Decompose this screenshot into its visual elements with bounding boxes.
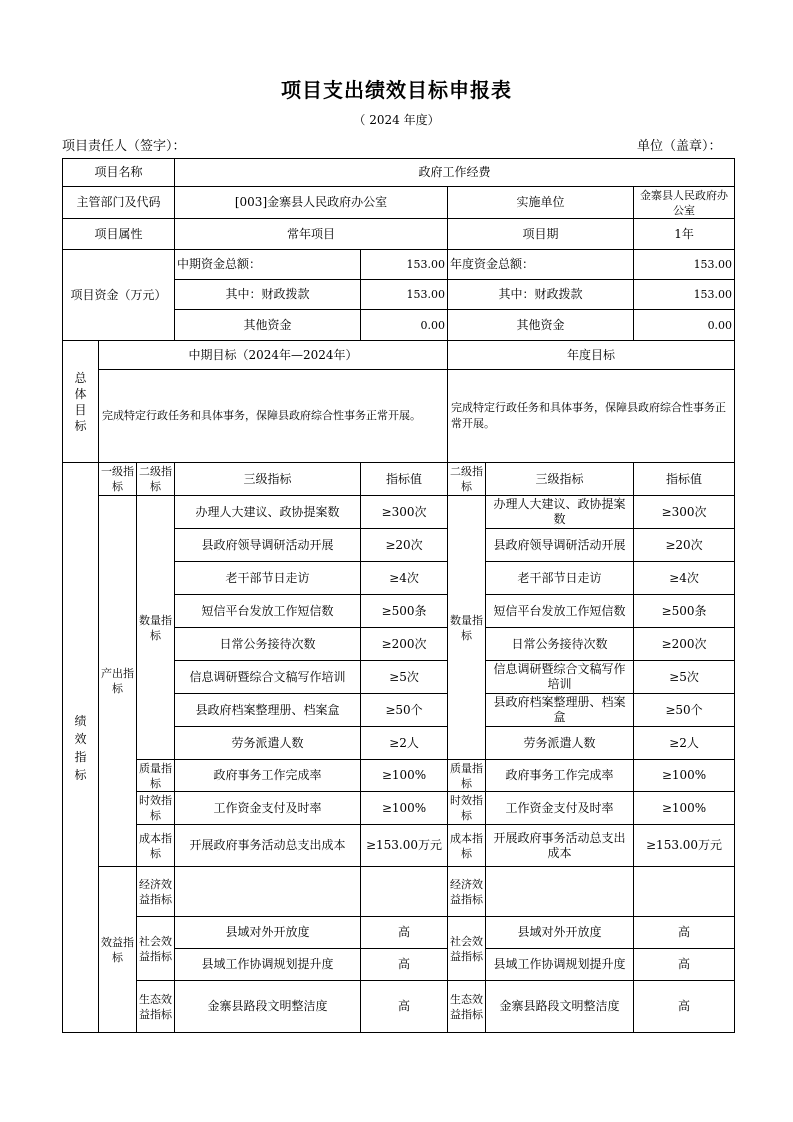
year-label: （ 2024 年度） bbox=[353, 113, 440, 127]
q-name-year-5: 信息调研暨综合文稿写作培训 bbox=[486, 661, 634, 694]
table-row bbox=[63, 981, 735, 1033]
row-goals-text bbox=[63, 370, 735, 463]
social-label-year: 社会效益指标 bbox=[448, 917, 486, 981]
q-name-mid-3: 短信平台发放工作短信数 bbox=[175, 595, 361, 628]
quantity-label-year: 数量指标 bbox=[448, 496, 486, 760]
quality-label-mid: 质量指标 bbox=[137, 760, 175, 792]
q-name-mid-6: 县政府档案整理册、档案盒 bbox=[175, 694, 361, 727]
benefit-indicators-label: 效益指标 bbox=[99, 867, 137, 1033]
q-name-year-6: 县政府档案整理册、档案盒 bbox=[486, 694, 634, 727]
impl-value: 金寨县人民政府办公室 bbox=[634, 187, 735, 219]
q-value-mid-7: ≥2人 bbox=[361, 727, 448, 760]
mid-total-value: 153.00 bbox=[361, 250, 448, 280]
row-attribute bbox=[63, 219, 735, 250]
dept-value: [003]金寨县人民政府办公室 bbox=[175, 187, 448, 219]
year-goal-text: 完成特定行政任务和具体事务，保障县政府综合性事务正常开展。 bbox=[448, 370, 735, 463]
q-name-year-2: 老干部节日走访 bbox=[486, 562, 634, 595]
q-value-year-5: ≥5次 bbox=[634, 661, 735, 694]
q-name-mid-2: 老干部节日走访 bbox=[175, 562, 361, 595]
dept-label: 主管部门及代码 bbox=[63, 187, 175, 219]
ecological-value-year: 高 bbox=[634, 981, 735, 1033]
social-value-year-0: 高 bbox=[634, 917, 735, 949]
project-name-label: 项目名称 bbox=[63, 159, 175, 187]
year-fiscal-label: 其中：财政拨款 bbox=[448, 280, 634, 310]
table-row bbox=[63, 760, 735, 792]
economic-value-year bbox=[634, 867, 735, 917]
quantity-label-mid: 数量指标 bbox=[137, 496, 175, 760]
h-level1: 一级指标 bbox=[99, 463, 137, 496]
cost-name-year: 开展政府事务活动总支出成本 bbox=[486, 825, 634, 867]
table-row bbox=[63, 917, 735, 949]
ecological-name-mid: 金寨县路段文明整洁度 bbox=[175, 981, 361, 1033]
social-label-mid: 社会效益指标 bbox=[137, 917, 175, 981]
ecological-name-year: 金寨县路段文明整洁度 bbox=[486, 981, 634, 1033]
quality-name-year: 政府事务工作完成率 bbox=[486, 760, 634, 792]
row-department bbox=[63, 187, 735, 219]
q-name-year-3: 短信平台发放工作短信数 bbox=[486, 595, 634, 628]
q-name-mid-0: 办理人大建议、政协提案数 bbox=[175, 496, 361, 529]
ecological-value-mid: 高 bbox=[361, 981, 448, 1033]
perf-indicators-label: 绩效指标 bbox=[63, 463, 99, 1033]
mid-goal-text: 完成特定行政任务和具体事务，保障县政府综合性事务正常开展。 bbox=[99, 370, 448, 463]
row-project-name bbox=[63, 159, 735, 187]
page-title: 项目支出绩效目标申报表 bbox=[281, 78, 512, 102]
year-total-label: 年度资金总额： bbox=[448, 250, 634, 280]
row-indicator-header bbox=[63, 463, 735, 496]
timeliness-value-mid: ≥100% bbox=[361, 792, 448, 825]
timeliness-label-mid: 时效指标 bbox=[137, 792, 175, 825]
h-value-year: 指标值 bbox=[634, 463, 735, 496]
social-value-year-1: 高 bbox=[634, 949, 735, 981]
q-name-mid-4: 日常公务接待次数 bbox=[175, 628, 361, 661]
social-name-mid-1: 县域工作协调规划提升度 bbox=[175, 949, 361, 981]
row-funds-total bbox=[63, 250, 735, 280]
period-label: 项目期 bbox=[448, 219, 634, 250]
q-value-year-4: ≥200次 bbox=[634, 628, 735, 661]
h-value-mid: 指标值 bbox=[361, 463, 448, 496]
attr-value: 常年项目 bbox=[175, 219, 448, 250]
q-value-year-6: ≥50个 bbox=[634, 694, 735, 727]
timeliness-label-year: 时效指标 bbox=[448, 792, 486, 825]
h-level2-mid: 二级指标 bbox=[137, 463, 175, 496]
social-name-year-1: 县域工作协调规划提升度 bbox=[486, 949, 634, 981]
q-name-year-7: 劳务派遣人数 bbox=[486, 727, 634, 760]
output-indicators-label: 产出指标 bbox=[99, 496, 137, 867]
cost-name-mid: 开展政府事务活动总支出成本 bbox=[175, 825, 361, 867]
q-value-mid-3: ≥500条 bbox=[361, 595, 448, 628]
q-value-mid-4: ≥200次 bbox=[361, 628, 448, 661]
q-value-year-3: ≥500条 bbox=[634, 595, 735, 628]
year-total-value: 153.00 bbox=[634, 250, 735, 280]
year-goal-label: 年度目标 bbox=[448, 341, 735, 370]
mid-other-label: 其他资金 bbox=[175, 310, 361, 341]
q-value-year-1: ≥20次 bbox=[634, 529, 735, 562]
q-value-year-7: ≥2人 bbox=[634, 727, 735, 760]
social-value-mid-0: 高 bbox=[361, 917, 448, 949]
funds-label: 项目资金（万元） bbox=[63, 250, 175, 341]
economic-name-mid bbox=[175, 867, 361, 917]
q-name-mid-5: 信息调研暨综合文稿写作培训 bbox=[175, 661, 361, 694]
overall-goals-label: 总体目标 bbox=[63, 341, 99, 463]
q-name-year-1: 县政府领导调研活动开展 bbox=[486, 529, 634, 562]
h-level3-mid: 三级指标 bbox=[175, 463, 361, 496]
social-value-mid-1: 高 bbox=[361, 949, 448, 981]
timeliness-value-year: ≥100% bbox=[634, 792, 735, 825]
ecological-label-mid: 生态效益指标 bbox=[137, 981, 175, 1033]
quality-value-year: ≥100% bbox=[634, 760, 735, 792]
q-value-mid-5: ≥5次 bbox=[361, 661, 448, 694]
period-value: 1年 bbox=[634, 219, 735, 250]
cost-value-mid: ≥153.00万元 bbox=[361, 825, 448, 867]
mid-fiscal-value: 153.00 bbox=[361, 280, 448, 310]
table-row bbox=[63, 792, 735, 825]
q-name-mid-7: 劳务派遣人数 bbox=[175, 727, 361, 760]
q-value-year-2: ≥4次 bbox=[634, 562, 735, 595]
q-value-mid-0: ≥300次 bbox=[361, 496, 448, 529]
year-other-label: 其他资金 bbox=[448, 310, 634, 341]
q-name-mid-1: 县政府领导调研活动开展 bbox=[175, 529, 361, 562]
social-name-year-0: 县域对外开放度 bbox=[486, 917, 634, 949]
unit-seal-label: 单位（盖章）： bbox=[637, 139, 722, 154]
table-row bbox=[63, 496, 735, 529]
quality-label-year: 质量指标 bbox=[448, 760, 486, 792]
q-value-mid-2: ≥4次 bbox=[361, 562, 448, 595]
row-goals-header bbox=[63, 341, 735, 370]
cost-value-year: ≥153.00万元 bbox=[634, 825, 735, 867]
h-level2-year: 二级指标 bbox=[448, 463, 486, 496]
q-name-year-0: 办理人大建议、政协提案数 bbox=[486, 496, 634, 529]
economic-label-year: 经济效益指标 bbox=[448, 867, 486, 917]
table-row bbox=[63, 825, 735, 867]
timeliness-name-year: 工作资金支付及时率 bbox=[486, 792, 634, 825]
mid-fiscal-label: 其中：财政拨款 bbox=[175, 280, 361, 310]
h-level3-year: 三级指标 bbox=[486, 463, 634, 496]
economic-name-year bbox=[486, 867, 634, 917]
attr-label: 项目属性 bbox=[63, 219, 175, 250]
economic-label-mid: 经济效益指标 bbox=[137, 867, 175, 917]
quality-name-mid: 政府事务工作完成率 bbox=[175, 760, 361, 792]
year-fiscal-value: 153.00 bbox=[634, 280, 735, 310]
responsible-signature-label: 项目责任人（签字）： bbox=[62, 139, 186, 154]
q-value-mid-1: ≥20次 bbox=[361, 529, 448, 562]
mid-other-value: 0.00 bbox=[361, 310, 448, 341]
mid-goal-label: 中期目标（2024年—2024年） bbox=[99, 341, 448, 370]
economic-value-mid bbox=[361, 867, 448, 917]
q-value-year-0: ≥300次 bbox=[634, 496, 735, 529]
impl-label: 实施单位 bbox=[448, 187, 634, 219]
cost-label-year: 成本指标 bbox=[448, 825, 486, 867]
performance-table bbox=[62, 158, 735, 1033]
q-name-year-4: 日常公务接待次数 bbox=[486, 628, 634, 661]
mid-total-label: 中期资金总额： bbox=[175, 250, 361, 280]
q-value-mid-6: ≥50个 bbox=[361, 694, 448, 727]
project-name-value: 政府工作经费 bbox=[175, 159, 735, 187]
social-name-mid-0: 县域对外开放度 bbox=[175, 917, 361, 949]
year-other-value: 0.00 bbox=[634, 310, 735, 341]
ecological-label-year: 生态效益指标 bbox=[448, 981, 486, 1033]
quality-value-mid: ≥100% bbox=[361, 760, 448, 792]
timeliness-name-mid: 工作资金支付及时率 bbox=[175, 792, 361, 825]
cost-label-mid: 成本指标 bbox=[137, 825, 175, 867]
table-row bbox=[63, 867, 735, 917]
